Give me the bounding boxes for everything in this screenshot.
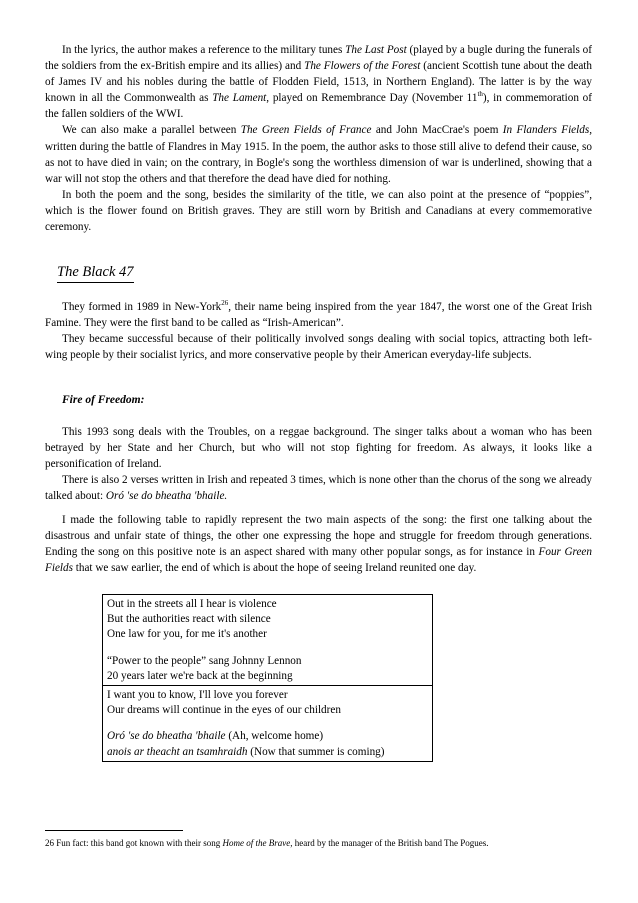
lyric-line: “Power to the people” sang Johnny Lennon — [107, 654, 302, 667]
lyric-line: One law for you, for me it's another — [107, 628, 267, 641]
intro-paragraph-1: In the lyrics, the author makes a reference to the military tunes The Last Post (played by a bugle during the funerals of the soldiers from the ex-British empire and its allies) and The Flowers of the Forest (ancient Scottish tune about the death of James IV and his nobles during the battle of Flodden Field, 1513, in Northern England). The latter is by the way known in all the Commonwealth as The Lament, played on Remembrance Day (November 11th), in commemoration of the fallen soldiers of the WWI. — [45, 44, 592, 121]
lyric-line: Our dreams will continue in the eyes of our children — [107, 704, 341, 717]
lyric-line: Out in the streets all I hear is violence — [107, 598, 277, 610]
lyric-line-irish: anois ar theacht an tsamhraidh (Now that summer is coming) — [107, 745, 385, 758]
section-title: The Black 47 — [57, 263, 134, 283]
band-paragraph-1: They formed in 1989 in New-York$^{26}$, their name being inspired from the year 1847, the worst one of the Great Irish Famine. They were the first band to be called as “Irish-American”. — [45, 299, 593, 330]
lyric-line-irish: Oró 'se do bheatha 'bhaile (Ah, welcome home) — [107, 730, 324, 743]
intro-paragraph-2: We can also make a parallel between The Green Fields of France and John MacCrae's poem In Flanders Fields, written during the battle of Flandres in May 1915. In the poem, the author asks to those still alive to defend their cause, so as not to have died in vain; on the contrary, in Bogle's song the worthless dimension of war is underlined, showing that a war will not stop the others and that therefore the dead have died for nothing. — [45, 124, 592, 185]
footnote-reference: 26 — [221, 299, 229, 308]
song-paragraph-1: This 1993 song deals with the Troubles, on a reggae background. The singer talks about a woman who has been betrayed by her State and her Church, but who will not stop fighting for freedom. As always, it looks like a personification of Ireland. — [45, 425, 592, 470]
page-content — [45, 42, 592, 576]
lyric-line: I want you to know, I'll love you forever — [107, 689, 288, 702]
footnote-divider — [45, 830, 183, 831]
footnote-number: 26 — [45, 838, 54, 848]
lyric-line: But the authorities react with silence — [107, 613, 271, 626]
lyrics-table — [102, 594, 433, 762]
song-heading: Fire of Freedom: — [62, 393, 145, 406]
intro-paragraph-3: In both the poem and the song, besides the similarity of the title, we can also point at the presence of “poppies”, which is the flower found on British graves. They are still worn by British and Canadians at every commemorative ceremony. — [45, 188, 592, 234]
lyric-line: 20 years later we're back at the beginning — [107, 669, 293, 682]
band-paragraph-2: They became successful because of their politically involved songs dealing with social topics, attracting both left-wing people by their socialist lyrics, and more conservative people by their American everyday-life subjects. — [45, 333, 592, 362]
lyrics-cell-injustice — [103, 595, 432, 685]
footnote: 26 Fun fact: this band got known with their song Home of the Brave, heard by the manager of the British band The Pogues. — [45, 838, 489, 848]
lyrics-cell-hope — [103, 685, 432, 761]
song-paragraph-3: I made the following table to rapidly represent the two main aspects of the song: the first one talking about the disastrous and unfair state of things, the other one expressing the hope and struggle for freedom through generations. Ending the song on this positive note is an aspect shared with many other popular songs, as for instance in Four Green Fields that we saw earlier, the end of which is about the hope of seeing Ireland reunited one day. — [45, 513, 592, 575]
song-paragraph-2: There is also 2 verses written in Irish and repeated 3 times, which is none other than the chorus of the song we already talked about: Oró 'se do bheatha 'bhaile. — [45, 473, 592, 502]
